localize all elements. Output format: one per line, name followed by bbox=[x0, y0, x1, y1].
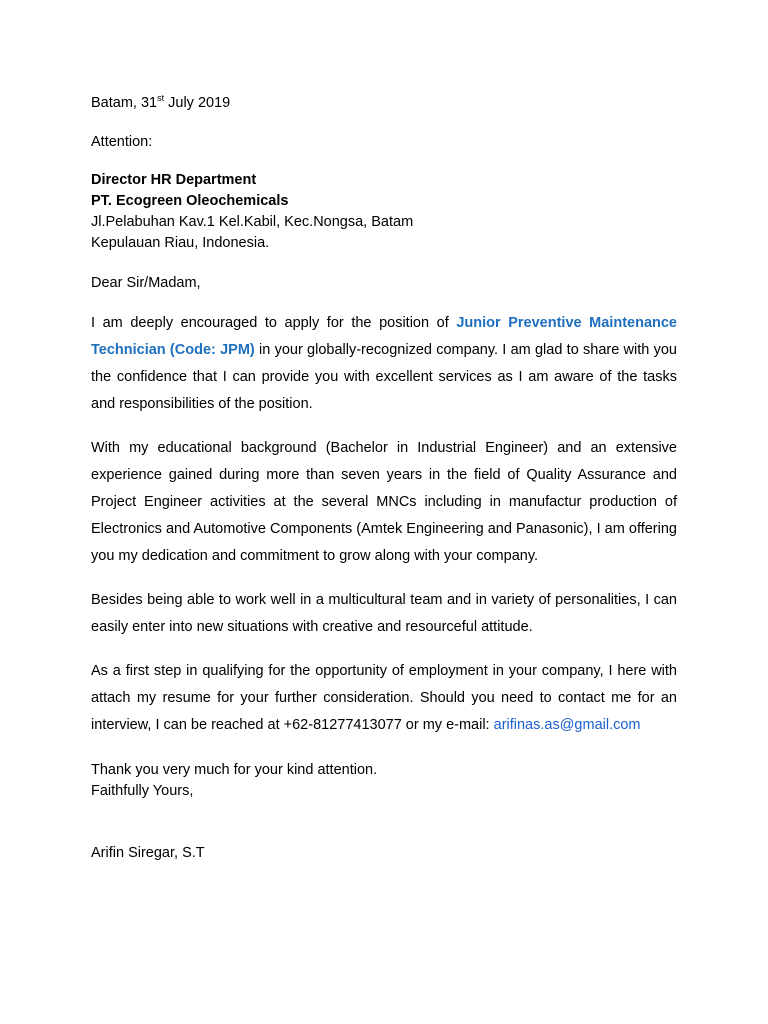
recipient-title: Director HR Department bbox=[91, 172, 257, 188]
paragraph-1-intro: I am deeply encouraged to apply for the position of bbox=[91, 315, 457, 331]
recipient-address-line-2: Kepulauan Riau, Indonesia. bbox=[91, 235, 270, 251]
date-month-year: July 2019 bbox=[164, 95, 231, 111]
recipient-company: PT. Ecogreen Oleochemicals bbox=[91, 193, 289, 209]
paragraph-1 bbox=[91, 310, 677, 418]
paragraph-4-text: As a first step in qualifying for the opportunity of employment in your company, I here with attach my resume for your further consideration. Should you need to contact me for an interview, I can be reached at +62-81277413077 or my e-mail: bbox=[91, 663, 677, 733]
email-link[interactable]: arifinas.as@gmail.com bbox=[493, 717, 641, 733]
paragraph-1-rest: in your globally-recognized company. I am glad to share with you the confidence that I can provide you with excellent services as I am aware of the tasks and responsibilities of the position. bbox=[91, 342, 677, 412]
signature-name: Arifin Siregar, S.T bbox=[91, 845, 205, 861]
paragraph-3: Besides being able to work well in a multicultural team and in variety of personalities, I can easily enter into new situations with creative and resourceful attitude. bbox=[91, 592, 677, 635]
recipient-block bbox=[91, 170, 677, 254]
attention-label: Attention: bbox=[91, 134, 153, 150]
recipient-address-line-1: Jl.Pelabuhan Kav.1 Kel.Kabil, Kec.Nongsa, Batam bbox=[91, 214, 414, 230]
salutation: Dear Sir/Madam, bbox=[91, 275, 201, 291]
thanks-line: Thank you very much for your kind attention. bbox=[91, 762, 378, 778]
position-title: Junior Preventive Maintenance Technician (Code: JPM) bbox=[91, 315, 677, 358]
date-suffix: st bbox=[157, 93, 165, 103]
date-text: Batam, 31 bbox=[91, 95, 158, 111]
closing-block bbox=[91, 760, 677, 802]
closing-line: Faithfully Yours, bbox=[91, 783, 194, 799]
paragraph-2: With my educational background (Bachelor in Industrial Engineer) and an extensive experience gained during more than seven years in the field of Quality Assurance and Project Engineer activities at the several MNCs including in manufactur production of Electronics and Automotive Components (Amtek Engineering and Panasonic), I am offering you my dedication and commitment to grow along with your company. bbox=[91, 440, 677, 564]
letter-date bbox=[91, 93, 677, 114]
paragraph-4 bbox=[91, 658, 677, 739]
